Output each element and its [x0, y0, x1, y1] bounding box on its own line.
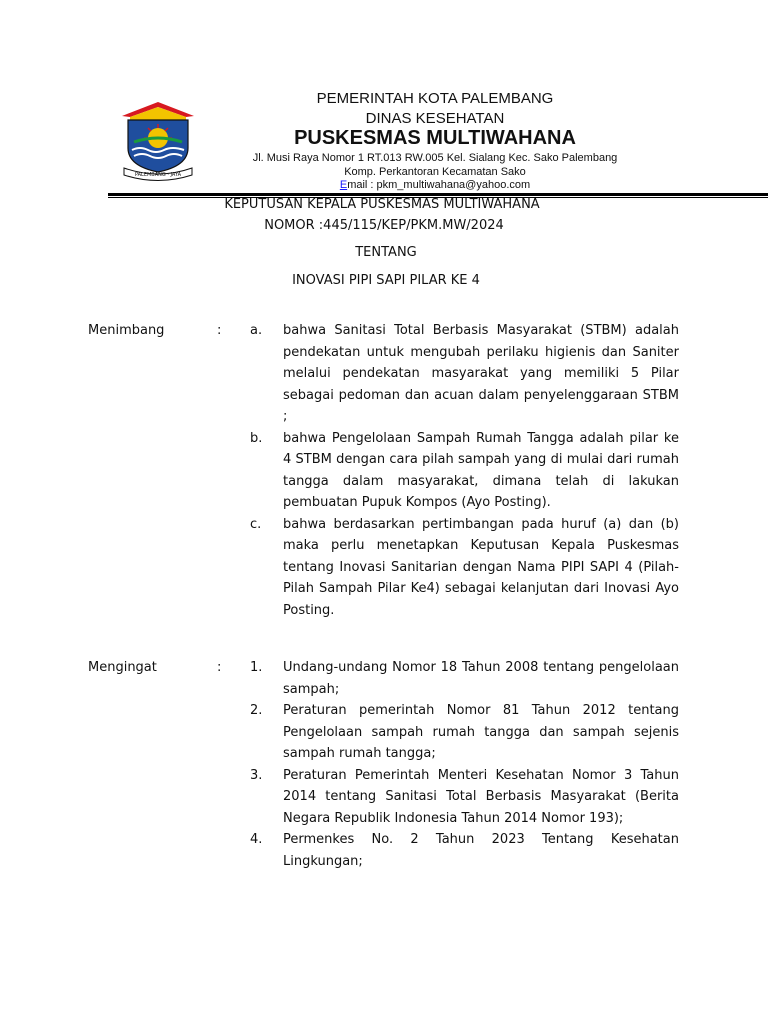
decree-subject: INOVASI PIPI SAPI PILAR KE 4 [292, 273, 480, 288]
email-initial[interactable]: E [339, 179, 348, 191]
government-name: PEMERINTAH KOTA PALEMBANG [316, 90, 554, 107]
decree-number: NOMOR :445/115/KEP/PKM.MW/2024 [264, 218, 504, 233]
decree-about: TENTANG [355, 245, 417, 260]
item-marker: 3. [250, 767, 263, 783]
item-text: Peraturan Pemerintah Menteri Kesehatan Nomor 3 Tahun 2014 tentang Sanitasi Total Berbasis Masyarakat (Berita Negara Republik Indonesia Tahun 2014 Nomor 193); [283, 767, 679, 826]
menimbang-row [88, 320, 688, 621]
item-marker: 2. [250, 703, 263, 718]
mengingat-item-3 [88, 765, 688, 830]
item-marker: 1. [250, 660, 263, 675]
office-complex-line: Komp. Perkantoran Kecamatan Sako [344, 166, 526, 178]
mengingat-section [88, 657, 688, 872]
menimbang-section [88, 320, 688, 621]
institution-title: PUSKESMAS MULTIWAHANA [294, 127, 576, 149]
mengingat-item-4 [88, 829, 688, 872]
logo-motto: PALEMBANG · JAYA [134, 172, 182, 178]
mengingat-item-1 [88, 657, 688, 700]
email-line [215, 179, 655, 191]
item-marker: a. [250, 323, 263, 338]
item-text: bahwa berdasarkan pertimbangan pada huruf (a) dan (b) maka perlu menetapkan Keputusan Kepala Puskesmas tentang Inovasi Sanitarian dengan Nama PIPI SAPI 4 (Pilah-Pilah Sampah Pilar Ke4) sebagai kelanjutan dari Inovasi Ayo Posting. [283, 516, 679, 618]
address-line: Jl. Musi Raya Nomor 1 RT.013 RW.005 Kel. Sialang Kec. Sako Palembang [252, 152, 618, 164]
item-text: Permenkes No. 2 Tahun 2023 Tentang Kesehatan Lingkungan; [283, 832, 679, 869]
menimbang-item-b [88, 428, 688, 514]
mengingat-row [88, 657, 688, 872]
item-text: Undang-undang Nomor 18 Tahun 2008 tentang pengelolaan sampah; [283, 660, 679, 697]
mengingat-label: Mengingat [88, 660, 157, 675]
email-text: mail : pkm_multiwahana@yahoo.com [347, 179, 531, 191]
item-marker: 4. [250, 832, 263, 847]
menimbang-item-a [88, 320, 688, 428]
decree-heading: KEPUTUSAN KEPALA PUSKESMAS MULTIWAHANA [224, 197, 540, 212]
letterhead-thick-rule [108, 193, 768, 196]
menimbang-label: Menimbang [88, 323, 165, 338]
item-text: bahwa Sanitasi Total Berbasis Masyarakat (STBM) adalah pendekatan untuk mengubah perilaku higienis dan Saniter melalui pendekatan masyarakat yang memiliki 5 Pilar sebagai pedoman dan acuan dalam penyelenggaraan STBM ; [283, 323, 679, 424]
menimbang-colon: : [217, 323, 222, 338]
city-emblem-logo [120, 100, 196, 182]
item-marker: b. [250, 430, 263, 446]
item-text: Peraturan pemerintah Nomor 81 Tahun 2012 tentang Pengelolaan sampah rumah tangga dan sampah sejenis sampah rumah tangga; [283, 703, 679, 761]
item-marker: c. [250, 516, 262, 532]
item-text: bahwa Pengelolaan Sampah Rumah Tangga adalah pilar ke 4 STBM dengan cara pilah sampah yang di mulai dari rumah tangga dalam masyarakat, dimana telah di lakukan pembuatan Pupuk Kompos (Ayo Posting). [283, 430, 679, 510]
menimbang-item-c [88, 514, 688, 622]
mengingat-colon: : [217, 660, 222, 675]
department-name: DINAS KESEHATAN [365, 110, 505, 127]
mengingat-item-2 [88, 700, 688, 765]
